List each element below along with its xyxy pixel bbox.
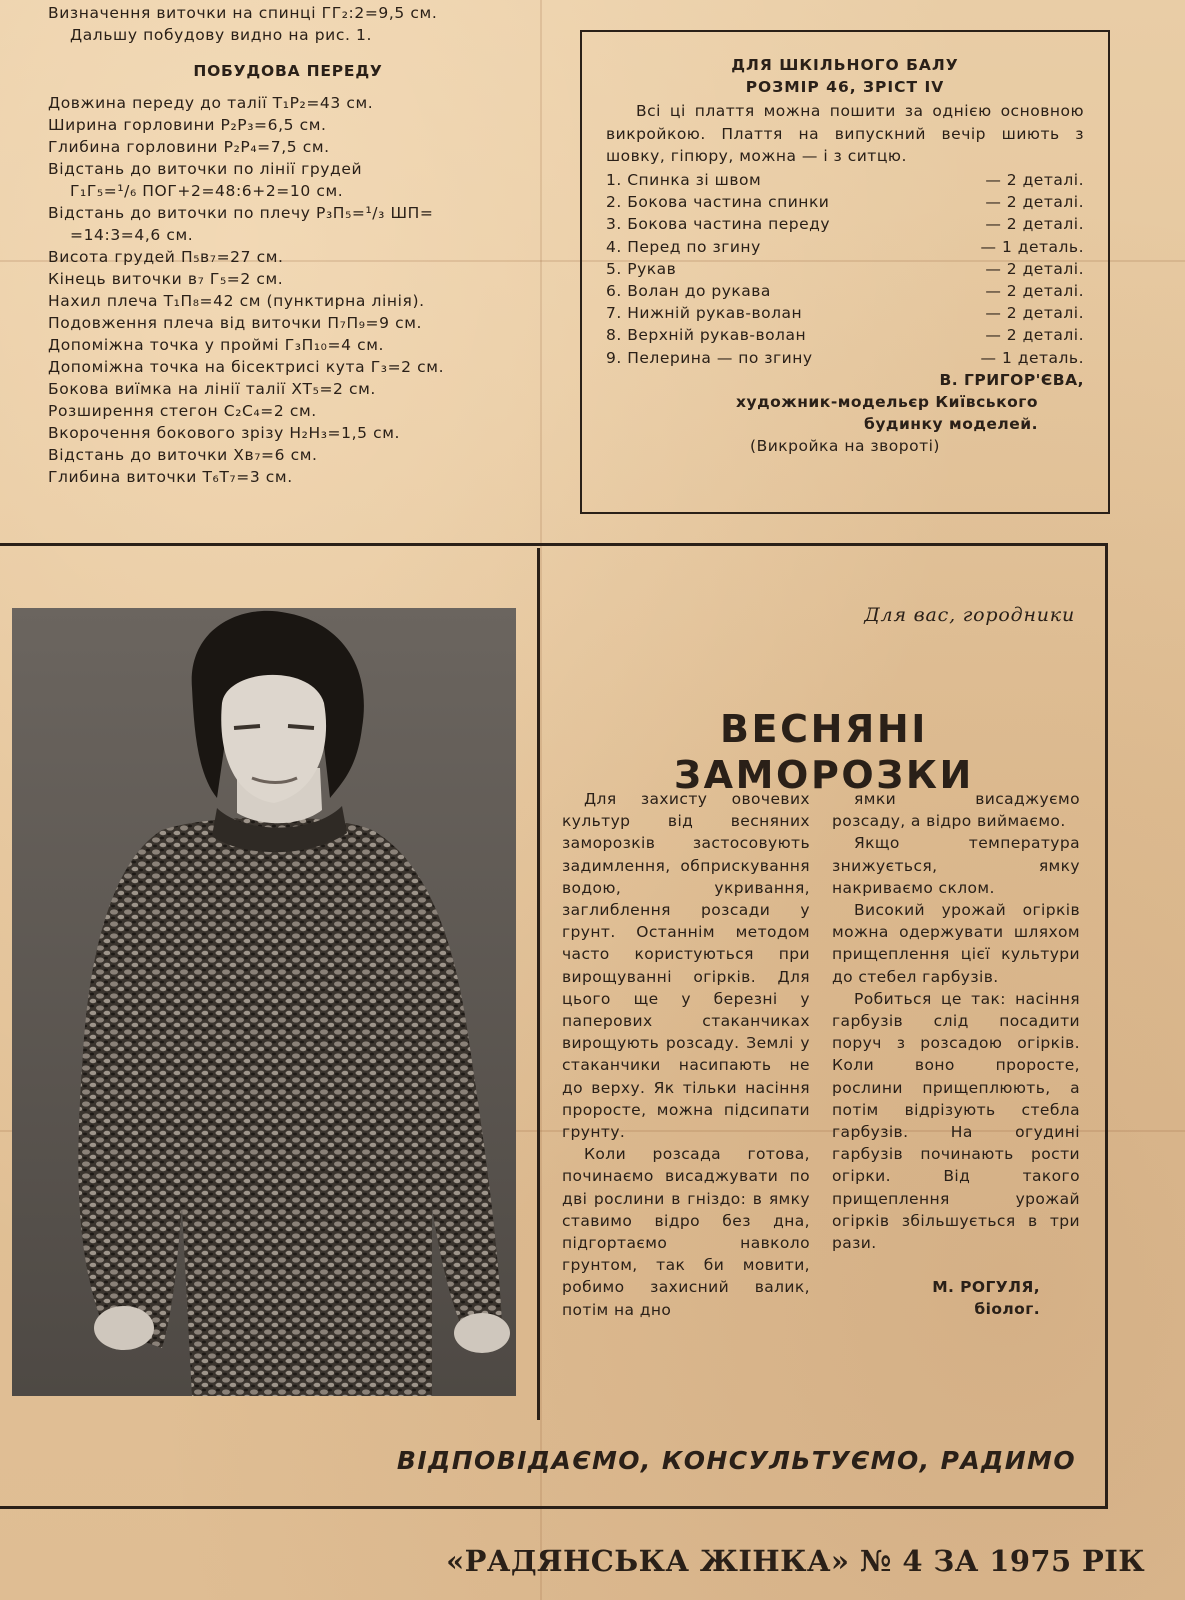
article-paragraph: Для захисту овочевих культур від весняних заморозків застосовують задимлення, обприскування водою, укривання, заглиблення розсади у грунт. Останнім методом часто користуються при вирощуванні огірків. Для цього ще у березні у паперових стаканчиках вирощують розсаду. Землі у стаканчики насипають не до верху. Як тільки насіння проросте, можна підсипати грунту. (562, 790, 810, 1142)
part-name: 7. Нижній рукав-волан (606, 304, 803, 323)
notice-author-role: художник-модельєр Київського (736, 393, 1038, 412)
part-name: 4. Перед по згину (606, 237, 761, 256)
section-title: ПОБУДОВА ПЕРЕДУ (193, 62, 383, 80)
part-qty: — 1 деталь. (980, 348, 1084, 367)
sweater-photo (12, 608, 516, 1396)
instruction-line: =14:3=4,6 см. (70, 226, 194, 244)
article-body (562, 788, 1080, 1321)
part-name: 8. Верхній рукав-волан (606, 326, 807, 345)
notice-subtitle: РОЗМІР 46, ЗРІСТ IV (745, 78, 945, 97)
part-name: 3. Бокова частина переду (606, 215, 831, 234)
instruction-line: Дальшу побудову видно на рис. 1. (70, 26, 373, 44)
part-qty: — 2 деталі. (985, 193, 1084, 212)
article-author-role: біолог. (974, 1300, 1040, 1319)
article-paragraph: Коли розсада готова, починаємо висаджувати по дві рослини в гніздо: в ямку ставимо відро без дна, підгортаємо навколо грунтом, так би мовити, робимо захисний валик, потім на дно (562, 1145, 810, 1319)
article-headline: ВЕСНЯНІ ЗАМОРОЗКИ (674, 707, 974, 797)
list-item (606, 169, 1084, 191)
school-ball-notice (580, 30, 1110, 514)
article-rubric: Для вас, городники (864, 604, 1075, 626)
instruction-line: Визначення виточки на спинці ГГ₂:2=9,5 см. (48, 4, 438, 22)
part-name: 1. Спинка зі швом (606, 171, 762, 190)
article-paragraph: ямки висаджуємо розсаду, а відро виймаємо. (832, 790, 1080, 831)
instruction-line: Бокова виїмка на лінії талії ХТ₅=2 см. (48, 380, 376, 398)
part-name: 2. Бокова частина спинки (606, 193, 830, 212)
instruction-line: Допоміжна точка на бісектрисі кута Г₃=2 см. (48, 358, 445, 376)
instruction-line: Глибина виточки Т₆Т₇=3 см. (48, 468, 293, 486)
instruction-line: Відстань до виточки Хв₇=6 см. (48, 446, 318, 464)
part-qty: — 2 деталі. (985, 171, 1084, 190)
list-item (606, 191, 1084, 213)
instruction-line: Допоміжна точка у проймі Г₃П₁₀=4 см. (48, 336, 385, 354)
list-item (606, 324, 1084, 346)
part-qty: — 2 деталі. (985, 326, 1084, 345)
article-column-left (562, 788, 810, 1321)
part-name: 5. Рукав (606, 259, 677, 278)
part-qty: — 1 деталь. (980, 237, 1084, 256)
notice-note: (Викройка на звороті) (750, 437, 940, 456)
notice-title: ДЛЯ ШКІЛЬНОГО БАЛУ (731, 56, 959, 74)
instruction-line: Подовження плеча від виточки П₇П₉=9 см. (48, 314, 423, 332)
section-banner: ВІДПОВІДАЄМО, КОНСУЛЬТУЄМО, РАДИМО (396, 1446, 1076, 1475)
instruction-line: Відстань до виточки по плечу Р₃П₅=¹/₃ ШП= (48, 204, 434, 222)
instruction-line: Г₁Г₅=¹/₆ ПОГ+2=48:6+2=10 см. (70, 182, 344, 200)
notice-author: В. ГРИГОР'ЄВА, (939, 370, 1084, 389)
list-item (606, 213, 1084, 235)
column-divider (537, 548, 540, 1420)
list-item (606, 236, 1084, 258)
photo-illustration (12, 608, 516, 1396)
instruction-line: Нахил плеча Т₁П₈=42 см (пунктирна лінія). (48, 292, 425, 310)
article-paragraph: Якщо температура знижується, ямку накриваємо склом. (832, 834, 1080, 897)
instruction-line: Відстань до виточки по лінії грудей (48, 160, 363, 178)
list-item (606, 347, 1084, 369)
list-item (606, 302, 1084, 324)
part-qty: — 2 деталі. (985, 259, 1084, 278)
front-construction-instructions (48, 2, 528, 488)
part-name: 6. Волан до рукава (606, 282, 771, 301)
article-paragraph: Високий урожай огірків можна одержувати шляхом прищеплення цієї культури до стебел гарбузів. (832, 901, 1080, 986)
instruction-line: Висота грудей П₅в₇=27 см. (48, 248, 284, 266)
list-item (606, 280, 1084, 302)
notice-intro: Всі ці плаття можна пошити за однією основною викройкою. Плаття на випускний вечір шиють з шовку, гіпюру, можна — і з ситцю. (606, 102, 1084, 165)
article-author: М. РОГУЛЯ, (932, 1278, 1040, 1297)
article-column-right (832, 788, 1080, 1321)
instruction-line: Розширення стегон С₂С₄=2 см. (48, 402, 317, 420)
list-item (606, 258, 1084, 280)
part-qty: — 2 деталі. (985, 215, 1084, 234)
instruction-line: Довжина переду до талії Т₁Р₂=43 см. (48, 94, 374, 112)
instruction-line: Кінець виточки в₇ Г₅=2 см. (48, 270, 284, 288)
notice-author-role: будинку моделей. (864, 415, 1038, 434)
article-paragraph: Робиться це так: насіння гарбузів слід посадити поруч з розсадою огірків. Коли воно проросте, рослини прищеплюють, а потім відрізують стебла гарбузів. На огудині гарбузів починають рости огірки. Від такого прищеплення урожай огірків збільшується в три рази. (832, 989, 1080, 1253)
pattern-parts-list (606, 169, 1084, 369)
part-qty: — 2 деталі. (985, 304, 1084, 323)
part-qty: — 2 деталі. (985, 282, 1084, 301)
instruction-line: Вкорочення бокового зрізу Н₂Н₃=1,5 см. (48, 424, 401, 442)
instruction-line: Ширина горловини Р₂Р₃=6,5 см. (48, 116, 327, 134)
instruction-line: Глибина горловини Р₂Р₄=7,5 см. (48, 138, 330, 156)
publication-footer: «РАДЯНСЬКА ЖІНКА» № 4 ЗА 1975 РІК (446, 1544, 1145, 1578)
part-name: 9. Пелерина — по згину (606, 348, 813, 367)
